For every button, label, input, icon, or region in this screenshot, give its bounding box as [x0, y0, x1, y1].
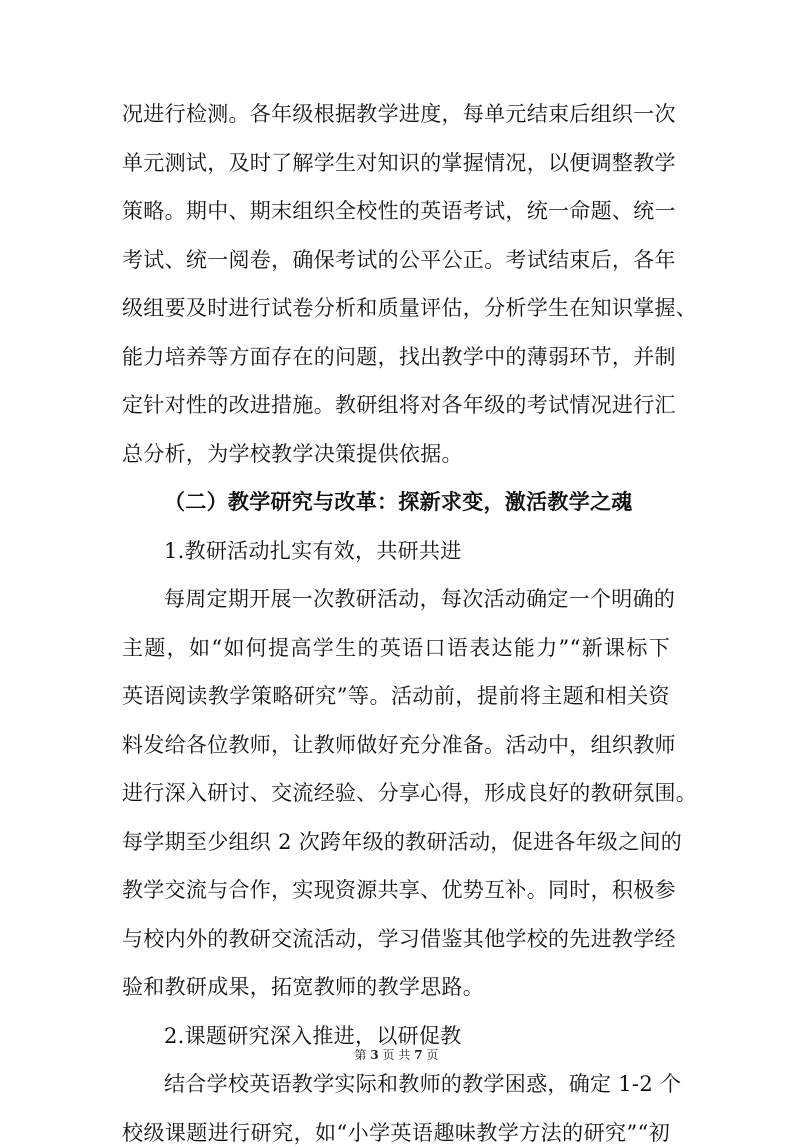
body-line: 单元测试，及时了解学生对知识的掌握情况，以便调整教学	[122, 150, 676, 175]
body-line: 进行深入研讨、交流经验、分享心得，形成良好的教研氛围。	[122, 781, 698, 805]
body-line: 校级课题进行研究，如“小学英语趣味教学方法的研究”“初	[122, 1120, 670, 1145]
subsection-heading: 2.课题研究深入推进，以研促教	[164, 1023, 462, 1048]
section-heading: （二）教学研究与改革：探新求变，激活教学之魂	[164, 489, 633, 514]
body-line: 每周定期开展一次教研活动，每次活动确定一个明确的	[164, 587, 676, 611]
page-footer	[0, 1047, 793, 1063]
body-line: 料发给各位教师，让教师做好充分准备。活动中，组织教师	[122, 732, 676, 757]
footer-page-number: 3	[370, 1048, 379, 1062]
body-line: 每学期至少组织 2 次跨年级的教研活动，促进各年级之间的	[122, 829, 683, 854]
footer-prefix: 第	[354, 1048, 367, 1062]
body-line: 策略。期中、期末组织全校性的英语考试，统一命题、统一	[122, 199, 676, 223]
body-line: 能力培养等方面存在的问题，找出教学中的薄弱环节，并制	[122, 344, 676, 369]
body-line: 结合学校英语教学实际和教师的教学困惑，确定 1-2 个	[164, 1072, 682, 1096]
body-line: 主题，如“如何提高学生的英语口语表达能力”“新课标下	[122, 635, 670, 660]
footer-total-pages: 7	[414, 1048, 423, 1062]
body-line: 验和教研成果，拓宽教师的教学思路。	[122, 975, 485, 999]
body-line: 级组要及时进行试卷分析和质量评估，分析学生在知识掌握、	[122, 296, 698, 320]
footer-suffix: 页	[426, 1048, 439, 1062]
body-line: 定针对性的改进措施。教研组将对各年级的考试情况进行汇	[122, 393, 676, 417]
body-line: 教学交流与合作，实现资源共享、优势互补。同时，积极参	[122, 878, 676, 902]
footer-middle: 页 共	[382, 1048, 411, 1062]
body-line: 总分析，为学校教学决策提供依据。	[122, 441, 463, 466]
subsection-heading: 1.教研活动扎实有效，共研共进	[164, 538, 462, 563]
body-line: 英语阅读教学策略研究”等。活动前，提前将主题和相关资	[122, 684, 670, 708]
body-line: 与校内外的教研交流活动，学习借鉴其他学校的先进教学经	[122, 926, 676, 951]
body-line: 考试、统一阅卷，确保考试的公平公正。考试结束后，各年	[122, 247, 676, 272]
body-line: 况进行检测。各年级根据教学进度，每单元结束后组织一次	[122, 102, 676, 126]
